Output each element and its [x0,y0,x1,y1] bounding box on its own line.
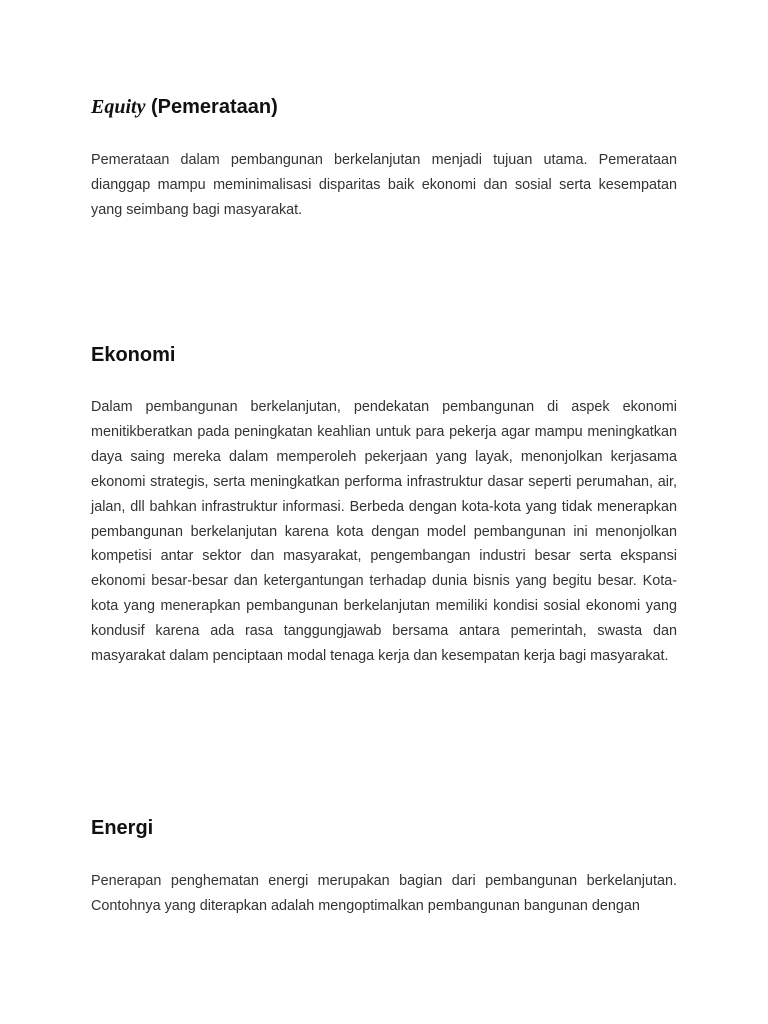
paragraph-ekonomi: Dalam pembangunan berkelanjutan, pendekatan pembangunan di aspek ekonomi menitikberatkan pada peningkatan keahlian untuk para pekerja agar mampu meningkatkan daya saing mereka dalam memperoleh pekerjaan yang layak, menonjolkan kerjasama ekonomi strategis, serta meningkatkan performa infrastruktur dasar seperti perumahan, air, jalan, dll bahkan infrastruktur informasi. Berbeda dengan kota-kota yang tidak menerapkan pembangunan berkelanjutan karena kota dengan model pembangunan ini menonjolkan kompetisi antar sektor dan masyarakat, pengembangan industri besar serta ekspansi ekonomi besar-besar dan ketergantungan terhadap dunia bisnis yang begitu besar. Kota-kota yang menerapkan pembangunan berkelanjutan memiliki kondisi sosial ekonomi yang kondusif karena ada rasa tanggungjawab bersama antara pemerintah, swasta dan masyarakat dalam penciptaan modal tenaga kerja dan kesempatan kerja bagi masyarakat. [91,399,677,665]
paragraph-energi: Penerapan penghematan energi merupakan bagian dari pembangunan berkelanjutan. Contohnya yang diterapkan adalah mengoptimalkan pembangunan bangunan dengan [91,873,677,914]
heading-term-equity: Equity [91,96,146,118]
section-energi [91,816,677,919]
heading-rest-equity: (Pemerataan) [145,96,278,118]
section-heading-equity [91,95,677,119]
section-ekonomi [91,343,677,669]
section-equity [91,95,677,223]
section-heading-ekonomi: Ekonomi [91,344,176,366]
paragraph-equity: Pemerataan dalam pembangunan berkelanjutan menjadi tujuan utama. Pemerataan dianggap mampu meminimalisasi disparitas baik ekonomi dan sosial serta kesempatan yang seimbang bagi masyarakat. [91,152,677,218]
section-heading-energi: Energi [91,817,154,839]
